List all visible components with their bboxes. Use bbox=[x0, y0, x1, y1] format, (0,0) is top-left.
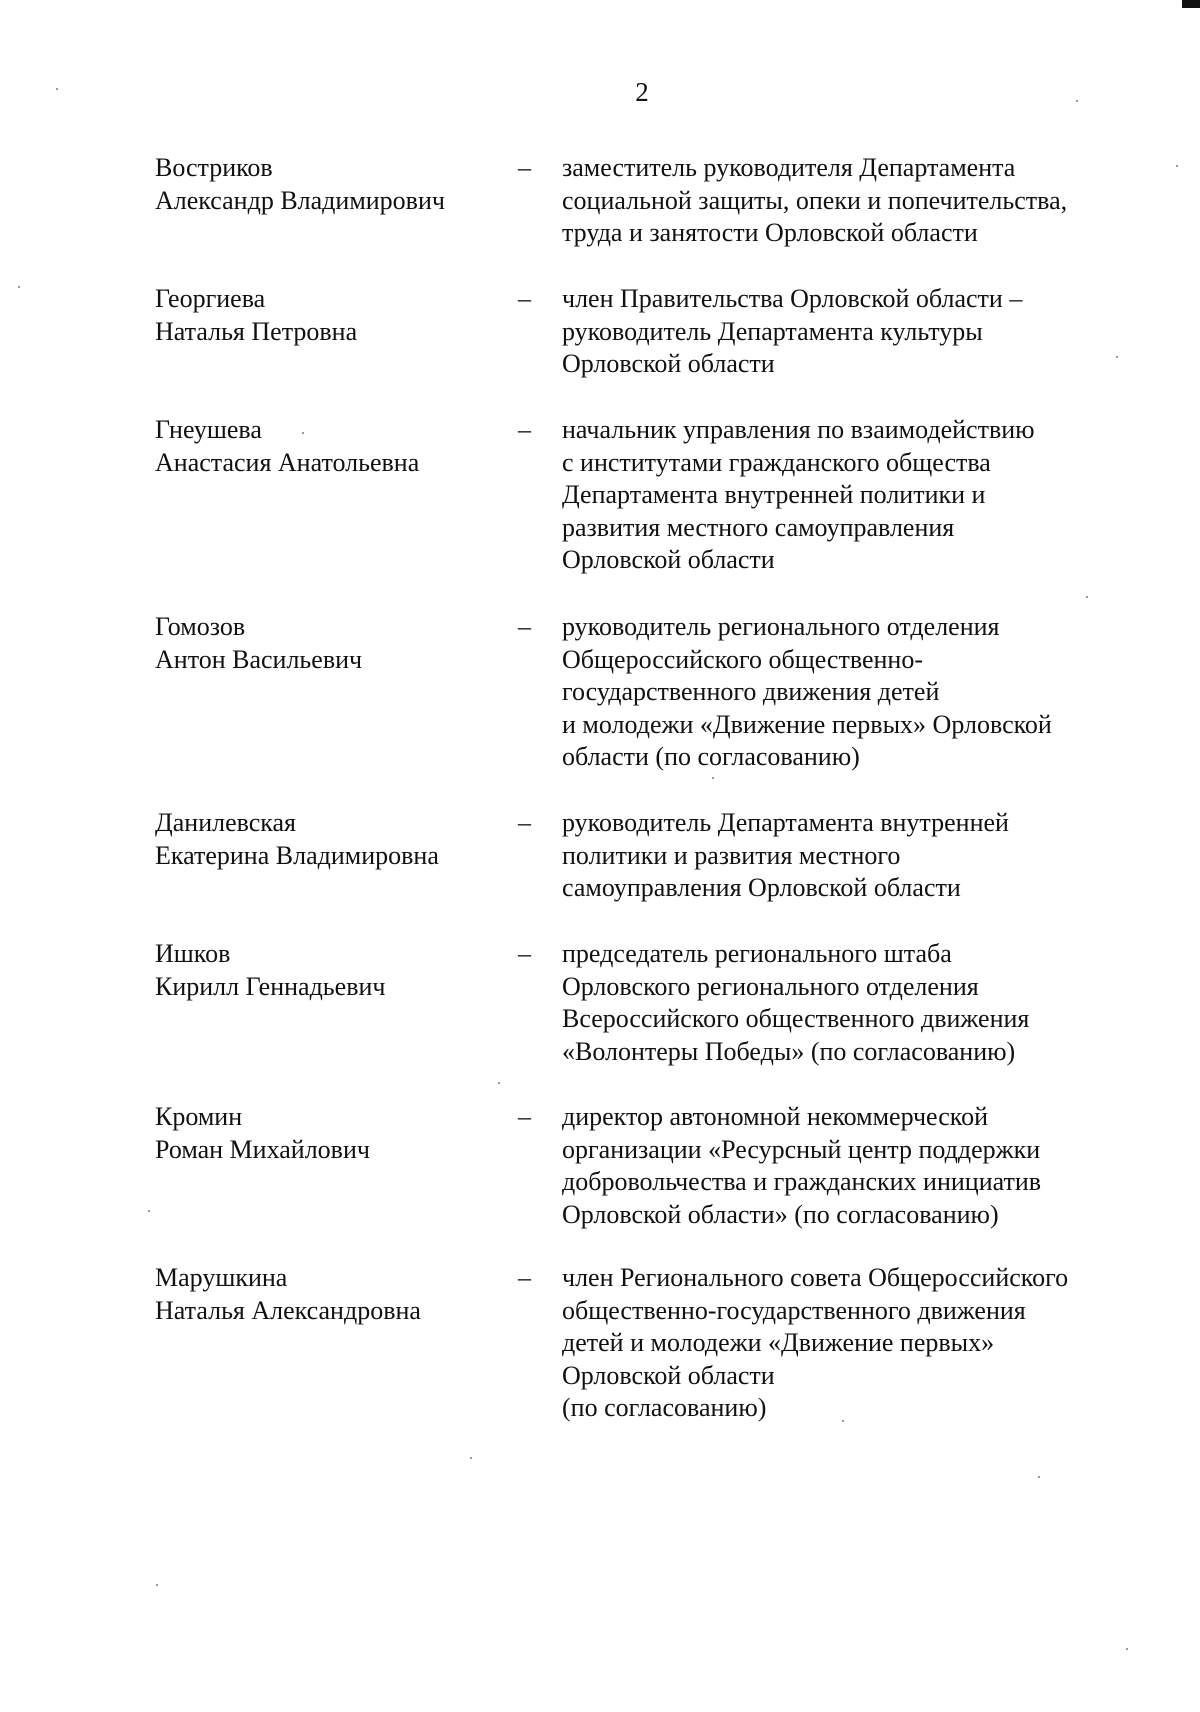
position-line: государственного движения детей bbox=[562, 677, 940, 706]
scan-speck bbox=[1038, 1476, 1040, 1478]
position-line: детей и молодежи «Движение первых» bbox=[562, 1328, 995, 1357]
position-line: Орловской области bbox=[562, 1360, 775, 1390]
entry-dash: – bbox=[518, 1102, 531, 1131]
entry-dash: – bbox=[518, 415, 531, 444]
member-given-names: Александр Владимирович bbox=[155, 185, 445, 215]
scan-speck bbox=[156, 1584, 158, 1586]
position-line: с институтами гражданского общества bbox=[562, 447, 991, 477]
position-line: общественно-государственного движения bbox=[562, 1295, 1026, 1325]
scan-speck bbox=[1126, 1648, 1128, 1650]
entry-dash: – bbox=[518, 808, 531, 837]
member-position bbox=[562, 1101, 1122, 1231]
scan-speck bbox=[302, 432, 304, 434]
position-line: политики и развития местного bbox=[562, 840, 901, 870]
position-line: руководитель Департамента внутренней bbox=[562, 808, 1009, 837]
member-surname: Данилевская bbox=[155, 808, 297, 837]
position-line: член Регионального совета Общероссийского bbox=[562, 1263, 1069, 1292]
position-line: Департамента внутренней политики и bbox=[562, 480, 986, 509]
position-line: начальник управления по взаимодействию bbox=[562, 415, 1035, 444]
member-name bbox=[155, 283, 495, 348]
position-line: руководитель регионального отделения bbox=[562, 612, 1000, 641]
member-position bbox=[562, 1262, 1122, 1425]
scan-speck bbox=[1116, 356, 1118, 358]
member-name bbox=[155, 152, 495, 217]
member-surname: Марушкина bbox=[155, 1263, 288, 1292]
member-name bbox=[155, 414, 495, 479]
member-position bbox=[562, 611, 1122, 774]
position-line: председатель регионального штаба bbox=[562, 939, 952, 968]
position-line: Всероссийского общественного движения bbox=[562, 1004, 1030, 1033]
scan-speck bbox=[148, 1210, 150, 1212]
member-surname: Гнеушева bbox=[155, 415, 262, 444]
scan-speck bbox=[56, 88, 58, 90]
member-name bbox=[155, 1262, 495, 1327]
member-position bbox=[562, 152, 1122, 250]
member-position bbox=[562, 938, 1122, 1068]
position-line: развития местного самоуправления bbox=[562, 512, 955, 542]
position-line: Орловской области» (по согласованию) bbox=[562, 1199, 999, 1229]
member-name bbox=[155, 1101, 495, 1166]
entry-dash: – bbox=[518, 939, 531, 968]
position-line: (по согласованию) bbox=[562, 1393, 767, 1422]
member-name bbox=[155, 938, 495, 1003]
scan-speck bbox=[842, 1420, 844, 1422]
position-line: области (по согласованию) bbox=[562, 742, 860, 771]
position-line: руководитель Департамента культуры bbox=[562, 316, 983, 346]
entry-dash: – bbox=[518, 284, 531, 313]
member-given-names: Наталья Александровна bbox=[155, 1295, 421, 1325]
position-line: самоуправления Орловской области bbox=[562, 873, 961, 902]
page-number: 2 bbox=[635, 77, 649, 107]
member-position bbox=[562, 807, 1122, 905]
member-name bbox=[155, 807, 495, 872]
scan-speck bbox=[1086, 596, 1088, 598]
position-line: Орловского регионального отделения bbox=[562, 971, 979, 1001]
position-line: труда и занятости Орловской области bbox=[562, 218, 978, 247]
position-line: член Правительства Орловской области – bbox=[562, 284, 1023, 313]
scan-speck bbox=[498, 1082, 500, 1084]
position-line: и молодежи «Движение первых» Орловской bbox=[562, 709, 1052, 739]
member-position bbox=[562, 283, 1122, 381]
member-position bbox=[562, 414, 1122, 577]
member-given-names: Кирилл Геннадьевич bbox=[155, 971, 386, 1001]
scan-speck bbox=[1076, 100, 1078, 102]
position-line: добровольчества и гражданских инициатив bbox=[562, 1167, 1042, 1196]
member-surname: Георгиева bbox=[155, 284, 266, 313]
member-given-names: Роман Михайлович bbox=[155, 1134, 370, 1164]
position-line: социальной защиты, опеки и попечительства, bbox=[562, 185, 1068, 215]
member-given-names: Анастасия Анатольевна bbox=[155, 447, 420, 477]
position-line: организации «Ресурсный центр поддержки bbox=[562, 1134, 1041, 1164]
entry-dash: – bbox=[518, 612, 531, 641]
position-line: заместитель руководителя Департамента bbox=[562, 153, 1016, 182]
entry-dash: – bbox=[518, 153, 531, 182]
member-surname: Гомозов bbox=[155, 612, 246, 641]
position-line: директор автономной некоммерческой bbox=[562, 1102, 988, 1131]
position-line: Орловской области bbox=[562, 545, 775, 574]
position-line: Общероссийского общественно- bbox=[562, 644, 923, 674]
member-given-names: Екатерина Владимировна bbox=[155, 840, 439, 870]
entry-dash: – bbox=[518, 1263, 531, 1292]
member-surname: Кромин bbox=[155, 1102, 243, 1131]
scan-speck bbox=[18, 286, 20, 288]
scan-speck bbox=[1176, 165, 1178, 167]
member-surname: Востриков bbox=[155, 153, 273, 182]
scan-edge-mark bbox=[1182, 0, 1200, 8]
scan-speck bbox=[470, 1457, 472, 1459]
position-line: Орловской области bbox=[562, 349, 775, 378]
member-given-names: Антон Васильевич bbox=[155, 644, 363, 674]
member-given-names: Наталья Петровна bbox=[155, 316, 358, 346]
member-name bbox=[155, 611, 495, 676]
scan-speck bbox=[712, 777, 714, 779]
member-surname: Ишков bbox=[155, 939, 231, 968]
position-line: «Волонтеры Победы» (по согласованию) bbox=[562, 1036, 1016, 1066]
